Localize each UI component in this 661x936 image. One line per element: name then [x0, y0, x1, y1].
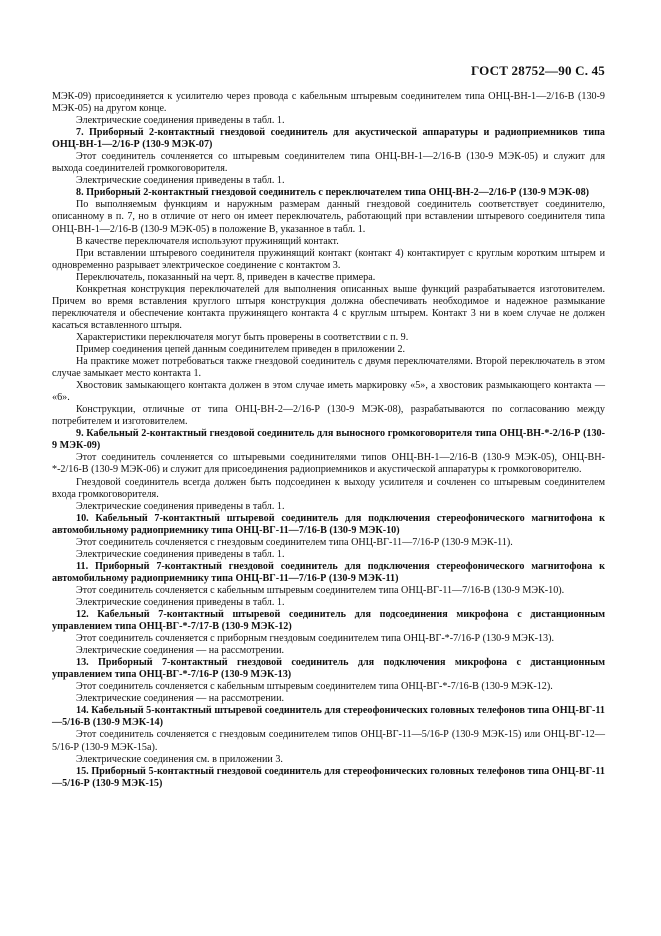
section-heading: 11. Приборный 7-контактный гнездовой соединитель для подключения стереофонического магнитофона к автомобильному радиоприемнику типа ОНЦ-ВГ-11—7/16-Р (130-9 МЭК-11)	[52, 560, 605, 584]
paragraph: В качестве переключателя используют пружинящий контакт.	[76, 235, 339, 247]
paragraph: На практике может потребоваться также гнездовой соединитель с двумя переключателями. Второй переключатель в этом случае замыкает место контакта 1.	[52, 356, 605, 380]
paragraph: При вставлении штыревого соединителя пружинящий контакт (контакт 4) контактирует с круглым коротким штырем и одновременно разрывает электрическое соединение с контактом 3.	[52, 247, 605, 271]
paragraph: Этот соединитель сочленяется с гнездовым соединителем типов ОНЦ-ВГ-11—5/16-Р (130-9 МЭК-15) или ОНЦ-ВГ-12—5/16-Р (130-9 МЭК-15а).	[52, 729, 605, 753]
section-heading: 14. Кабельный 5-контактный штыревой соединитель для стереофонических головных телефонов типа ОНЦ-ВГ-11—5/16-В (130-9 МЭК-14)	[52, 705, 605, 729]
section-heading: 7. Приборный 2-контактный гнездовой соединитель для акустической аппаратуры и радиоприемников типа ОНЦ-ВН-1—2/16-Р (130-9 МЭК-07)	[52, 127, 605, 151]
paragraph: Хвостовик замыкающего контакта должен в этом случае иметь маркировку «5», а хвостовик размыкающего контакта — «6».	[52, 380, 605, 404]
section-heading: 8. Приборный 2-контактный гнездовой соединитель с переключателем типа ОНЦ-ВН-2—2/16-Р (130-9 МЭК-08)	[76, 187, 590, 199]
paragraph: Электрические соединения см. в приложении 3.	[76, 753, 283, 765]
paragraph: Этот соединитель сочленяется с кабельным штыревым соединителем типа ОНЦ-ВГ-11—7/16-В (130-9 МЭК-10).	[76, 584, 565, 596]
paragraph-continuation: МЭК-09) присоединяется к усилителю через провода с кабельным штыревым соединителем типа ОНЦ-ВН-1—2/16-В (130-9 МЭК-05) на другом конце.	[52, 91, 605, 115]
paragraph: Этот соединитель сочленяется с приборным гнездовым соединителем типа ОНЦ-ВГ-*-7/16-Р (130-9 МЭК-13).	[76, 633, 555, 645]
section-heading: 13. Приборный 7-контактный гнездовой соединитель для подключения микрофона с дистанционным управлением типа ОНЦ-ВГ-*-7/16-Р (130-9 МЭК-13)	[52, 657, 605, 681]
paragraph: Этот соединитель сочленяется с кабельным штыревым соединителем типа ОНЦ-ВГ-*-7/16-В (130-9 МЭК-12).	[76, 681, 553, 693]
section-heading: 9. Кабельный 2-контактный гнездовой соединитель для выносного громкоговорителя типа ОНЦ-ВН-*-2/16-Р (130-9 МЭК-09)	[52, 428, 605, 452]
paragraph: Пример соединения цепей данным соединителем приведен в приложении 2.	[76, 343, 406, 355]
paragraph: Конкретная конструкция переключателей для выполнения описанных выше функций разрабатывается изготовителем. Причем во время вставления круглого штыря конструкция должна обеспечивать необходимое и надежное размыкание переключателя и обеспечение контакта пружинящего контакта 4 с круглым штырем. Контакт 3 ни в коем случае не должен касаться вставленного штыря.	[52, 283, 605, 331]
paragraph: Этот соединитель сочленяется со штыревым соединителем типа ОНЦ-ВН-1—2/16-В (130-9 МЭК-05) и служит для выхода соединителей громкоговорителя.	[52, 151, 605, 175]
paragraph: Гнездовой соединитель всегда должен быть подсоединен к выходу усилителя и сочленен со штыревым соединителем входа громкоговорителя.	[52, 476, 605, 500]
page-header: ГОСТ 28752—90 С. 45	[471, 63, 605, 78]
paragraph: Электрические соединения — на рассмотрении.	[76, 693, 285, 705]
section-heading: 10. Кабельный 7-контактный штыревой соединитель для подключения стереофонического магнитофона к автомобильному радиоприемнику типа ОНЦ-ВГ-11—7/16-В (130-9 МЭК-10)	[52, 512, 605, 536]
paragraph: Переключатель, показанный на черт. 8, приведен в качестве примера.	[76, 271, 376, 283]
paragraph: Этот соединитель сочленяется с гнездовым соединителем типа ОНЦ-ВГ-11—7/16-Р (130-9 МЭК-11).	[76, 536, 513, 548]
paragraph: Характеристики переключателя могут быть проверены в соответствии с п. 9.	[76, 331, 409, 343]
paragraph: Конструкции, отличные от типа ОНЦ-ВН-2—2/16-Р (130-9 МЭК-08), разрабатываются по согласованию между потребителем и изготовителем.	[52, 404, 605, 428]
section-heading: 15. Приборный 5-контактный гнездовой соединитель для стереофонических головных телефонов типа ОНЦ-ВГ-11—5/16-Р (130-9 МЭК-15)	[52, 765, 605, 789]
paragraph: Электрические соединения приведены в табл. 1.	[76, 596, 285, 608]
paragraph: Электрические соединения приведены в табл. 1.	[76, 548, 285, 560]
paragraph: Электрические соединения — на рассмотрении.	[76, 645, 285, 657]
document-body	[52, 91, 605, 790]
paragraph: Электрические соединения приведены в табл. 1.	[76, 175, 285, 187]
paragraph: Электрические соединения приведены в табл. 1.	[76, 500, 285, 512]
paragraph: По выполняемым функциям и наружным размерам данный гнездовой соединитель соответствует соединителю, описанному в п. 7, но в отличие от него он имеет переключатель, работающий при вставлении штыревого соединителя типа ОНЦ-ВН-1—2/16-В (130-9 МЭК-05) в положение В, указанное в табл. 1.	[52, 199, 605, 235]
paragraph: Этот соединитель сочленяется со штыревыми соединителями типов ОНЦ-ВН-1—2/16-В (130-9 МЭК-05), ОНЦ-ВН-*-2/16-В (130-9 МЭК-06) и служит для присоединения радиоприемников и акустической аппаратуры к громкоговорителю.	[52, 452, 605, 476]
paragraph: Электрические соединения приведены в табл. 1.	[76, 115, 285, 127]
section-heading: 12. Кабельный 7-контактный штыревой соединитель для подсоединения микрофона с дистанционным управлением типа ОНЦ-ВГ-*-7/17-В (130-9 МЭК-12)	[52, 609, 605, 633]
